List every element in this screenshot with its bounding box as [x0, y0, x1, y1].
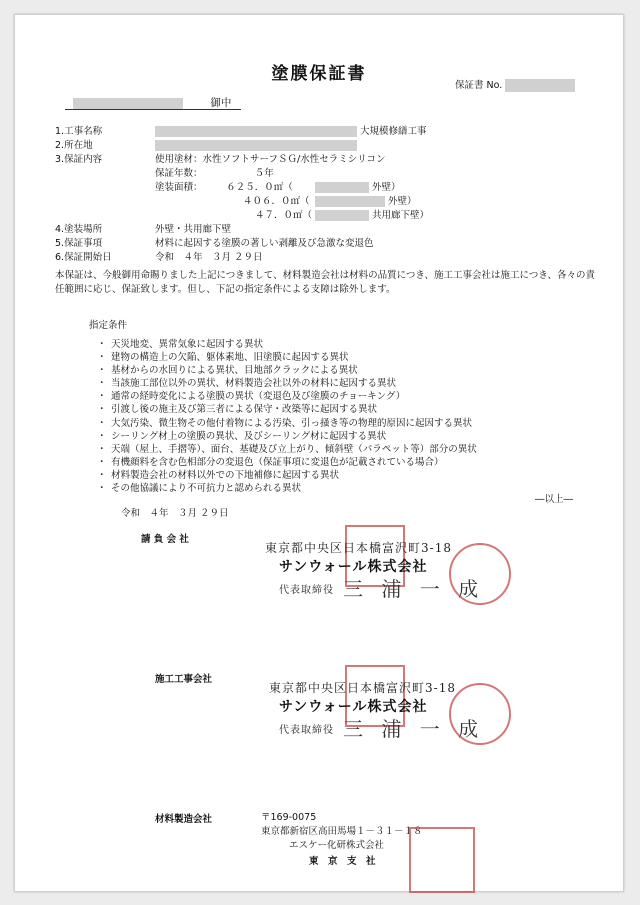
item-value: 令和 ４年 ３月 ２９日 — [155, 252, 263, 263]
conditions-list — [97, 338, 477, 495]
bullet: ・ — [97, 469, 107, 481]
constructor-rep-name: 三 浦 一 成 — [343, 717, 485, 741]
item-label: 6.保証開始日 — [55, 252, 112, 263]
condition-item — [97, 390, 477, 403]
condition-item — [97, 377, 477, 390]
item-label: 3.保証内容 — [55, 154, 103, 165]
contractor-rep-name: 三 浦 一 成 — [343, 577, 485, 601]
area-suffix: 外壁） — [388, 196, 417, 207]
condition-text: 天端（屋上、手摺等）、面台、基礎及び立上がり、傾斜壁（パラペット等）部分の異状 — [111, 443, 477, 455]
certificate-number — [455, 77, 575, 92]
condition-text: その他協議により不可抗力と認められる異状 — [111, 483, 302, 495]
manufacturer-company-seal — [409, 827, 475, 893]
end-mark: ―以上― — [535, 494, 574, 505]
condition-item — [97, 364, 477, 377]
manufacturer-address: 東京都新宿区高田馬場１－３１－１８ — [261, 826, 423, 837]
bullet: ・ — [97, 352, 107, 364]
bullet: ・ — [97, 378, 107, 390]
condition-item — [97, 482, 477, 495]
constructor-company: サンウォール株式会社 — [279, 699, 428, 715]
conditions-title: 指定条件 — [89, 320, 128, 331]
bullet: ・ — [97, 483, 107, 495]
condition-text: シーリング材上の塗膜の異状、及びシーリング材に起因する異状 — [111, 430, 387, 442]
item-value: 材料に起因する塗膜の著しい剥離及び急激な変退色 — [155, 238, 374, 249]
condition-text: 当該施工部位以外の異状、材料製造会社以外の材料に起因する異状 — [111, 378, 397, 390]
item-value-wrap — [315, 209, 429, 222]
item-label: 1.工事名称 — [55, 126, 103, 137]
condition-text: 大気汚染、微生物その他付着物による汚染、引っ掻き等の物理的原因に起因する異状 — [111, 417, 473, 429]
item-value-wrap — [155, 139, 357, 152]
manufacturer-branch: 東 京 支 社 — [309, 856, 376, 867]
item-label: 2.所在地 — [55, 140, 93, 151]
document-title: 塗膜保証書 — [271, 64, 367, 84]
item-label: 4.塗装場所 — [55, 224, 103, 235]
condition-text: 天災地変、異常気象に起因する異状 — [111, 339, 264, 350]
bullet: ・ — [97, 456, 107, 468]
condition-item — [97, 469, 477, 482]
area-suffix: 共用廊下壁） — [372, 210, 430, 221]
bullet: ・ — [97, 365, 107, 377]
addressee-suffix: 御中 — [210, 97, 232, 109]
condition-text: 基材からの水回りによる異状、目地部クラックによる異状 — [111, 365, 358, 377]
item-value: 使用塗材：水性ソフトサーフＳＧ/水性セラミシリコン — [155, 154, 386, 165]
redacted-certificate-number — [505, 79, 575, 92]
item-value: ４０６．０㎡（ — [243, 196, 310, 207]
condition-text: 材料製造会社の材料以外での下地補修に起因する異状 — [111, 469, 340, 481]
redacted-area-detail — [315, 182, 369, 193]
bullet: ・ — [97, 430, 107, 442]
condition-item — [97, 417, 477, 430]
issue-date: 令和 ４年 ３月 ２９日 — [121, 508, 229, 519]
redacted-area-detail — [315, 210, 369, 221]
area-suffix: 外壁） — [372, 182, 401, 193]
contractor-rep-title: 代表取締役 — [279, 585, 334, 596]
item-value: 保証年数： ５年 — [155, 168, 274, 179]
bullet: ・ — [97, 417, 107, 429]
bullet: ・ — [97, 391, 107, 403]
constructor-role: 施工工事会社 — [155, 674, 213, 685]
item-label: 5.保証事項 — [55, 238, 103, 249]
manufacturer-role: 材料製造会社 — [155, 814, 213, 825]
guarantee-document — [14, 14, 624, 892]
item-value-wrap — [315, 195, 417, 208]
item-value: 外壁・共用廊下壁 — [155, 224, 232, 235]
redacted-project-name — [155, 126, 357, 137]
contractor-role: 請 負 会 社 — [141, 534, 189, 545]
condition-item — [97, 351, 477, 364]
condition-item — [97, 456, 477, 469]
item-value: 塗装面積： ６２５．０㎡（ — [155, 182, 293, 193]
item-value-wrap — [155, 125, 427, 138]
manufacturer-postal: 〒169-0075 — [261, 812, 317, 823]
redacted-area-detail — [315, 196, 385, 207]
item-value: ４７．０㎡（ — [255, 210, 313, 221]
condition-item — [97, 403, 477, 416]
condition-item — [97, 443, 477, 456]
redacted-location — [155, 140, 357, 151]
condition-item — [97, 338, 477, 351]
item-value: 大規模修繕工事 — [360, 126, 427, 137]
addressee — [65, 95, 231, 110]
guarantee-paragraph: 本保証は、今般御用命賜りました上記につきまして、材料製造会社は材料の品質につき、施工工事会社は施工につき、各々の責任範囲に応じ、保証致します。但し、下記の指定条件による支障は除外します。 — [55, 270, 595, 295]
certificate-number-label: 保証書 No. — [455, 80, 503, 91]
item-value-wrap — [315, 181, 401, 194]
bullet: ・ — [97, 339, 107, 350]
bullet: ・ — [97, 443, 107, 455]
contractor-address: 東京都中央区日本橋富沢町3-18 — [265, 541, 452, 555]
bullet: ・ — [97, 404, 107, 416]
condition-text: 通常の経時変化による塗膜の異状（変退色及び塗膜のチョーキング） — [111, 391, 406, 403]
addressee-underline — [65, 109, 241, 110]
condition-text: 引渡し後の施主及び第三者による保守・改築等に起因する異状 — [111, 404, 378, 416]
constructor-address: 東京都中央区日本橋富沢町3-18 — [269, 681, 456, 695]
condition-item — [97, 430, 477, 443]
constructor-rep-title: 代表取締役 — [279, 725, 334, 736]
contractor-company: サンウォール株式会社 — [279, 559, 428, 575]
condition-text: 建物の構造上の欠陥、躯体素地、旧塗膜に起因する異状 — [111, 352, 349, 364]
condition-text: 有機顔料を含む色相部分の変退色（保証事項に変退色が記載されている場合） — [111, 456, 444, 468]
manufacturer-company: エスケー化研株式会社 — [289, 840, 385, 851]
redacted-addressee-name — [73, 98, 183, 109]
